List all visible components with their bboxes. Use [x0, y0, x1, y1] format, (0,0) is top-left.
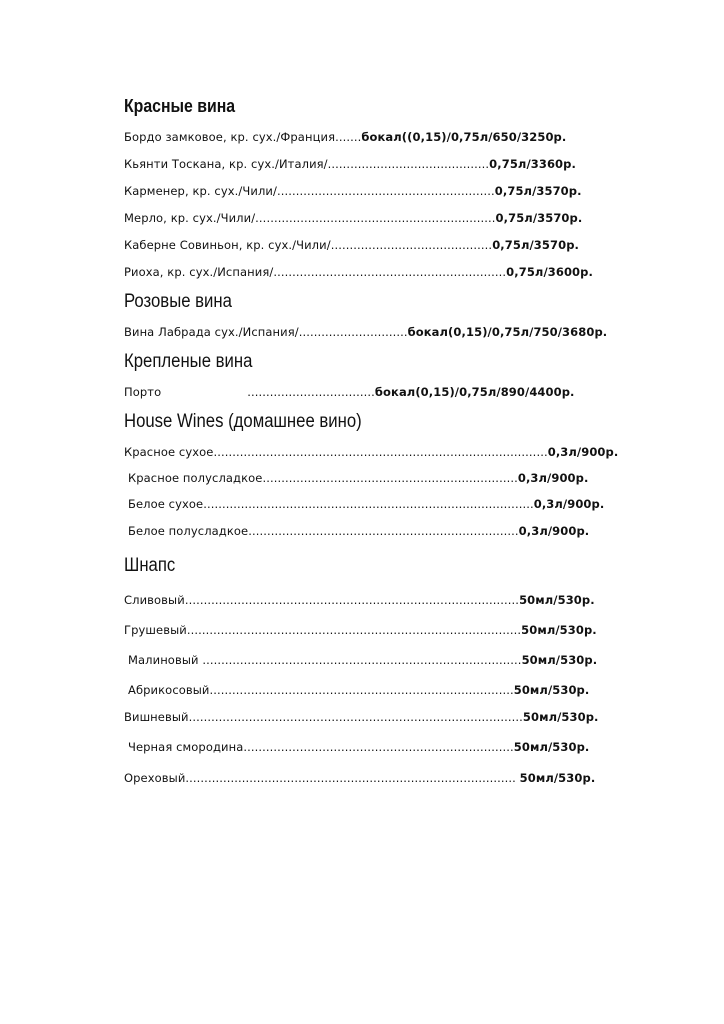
- item-label: Порто: [124, 385, 162, 399]
- menu-item: [124, 265, 593, 279]
- item-price: 0,75л/3360р.: [489, 157, 576, 171]
- item-dots: ...........................................: [330, 238, 493, 252]
- menu-item: [128, 524, 589, 538]
- item-dots: .................................................................................: [209, 683, 514, 697]
- menu-item: [124, 184, 582, 198]
- item-price: 50мл/530р.: [521, 653, 598, 667]
- item-dots: ...........................................: [327, 157, 490, 171]
- item-label: Красное полусладкое: [128, 471, 263, 485]
- section-title: Шнапс: [124, 555, 176, 576]
- item-price: бокал(0,15)/0,75л/890/4400р.: [374, 385, 575, 399]
- item-price: 0,75л/3570р.: [492, 238, 579, 252]
- item-dots: ........................................................................................: [185, 771, 520, 785]
- section-title: House Wines (домашнее вино): [124, 411, 362, 432]
- item-label: Белое полусладкое: [128, 524, 249, 538]
- menu-item: [128, 683, 589, 697]
- menu-item: [124, 385, 575, 399]
- item-dots: .........................................................................................: [188, 710, 523, 724]
- item-label: Красное сухое: [124, 445, 214, 459]
- menu-item: [124, 211, 582, 225]
- item-label: Абрикосовый: [128, 683, 210, 697]
- item-dots: ........................................................................................: [203, 497, 534, 511]
- item-price: 0,3л/900р.: [517, 471, 589, 485]
- item-price: 0,3л/900р.: [547, 445, 619, 459]
- item-price: 50мл/530р.: [513, 683, 590, 697]
- item-label: Карменер, кр. сух./Чили/: [124, 184, 277, 198]
- menu-item: [124, 238, 579, 252]
- item-price: 50мл/530р.: [522, 710, 599, 724]
- item-label: Бордо замковое, кр. сух./Франция: [124, 130, 336, 144]
- item-dots: ........................................................................: [243, 740, 514, 754]
- item-dots: ..............................................................: [273, 265, 507, 279]
- menu-item: [124, 130, 566, 144]
- item-label: Кьянти Тоскана, кр. сух./Италия/: [124, 157, 328, 171]
- item-price: 50мл/530р.: [519, 593, 595, 607]
- item-label: Черная смородина: [128, 740, 244, 754]
- menu-item: [124, 710, 599, 724]
- item-price: 0,3л/900р.: [533, 497, 605, 511]
- section-title: Крепленые вина: [124, 351, 253, 372]
- item-label: Риоха, кр. сух./Испания/: [124, 265, 274, 279]
- item-label: Белое сухое: [128, 497, 204, 511]
- item-price: 0,75л/3570р.: [494, 184, 582, 198]
- item-label: Сливовый: [124, 593, 185, 607]
- menu-item: [128, 471, 588, 485]
- item-dots: ..........................................................: [276, 184, 495, 198]
- item-dots: .....................................................................................: [198, 653, 522, 667]
- item-price: 0,75л/3600р.: [506, 265, 593, 279]
- section-title: Розовые вина: [124, 291, 232, 312]
- item-label: Ореховый: [124, 771, 186, 785]
- item-label: Каберне Совиньон, кр. сух./Чили/: [124, 238, 331, 252]
- item-label: Вина Лабрада сух./Испания/: [124, 325, 299, 339]
- menu-item: [124, 593, 595, 607]
- section-title: Красные вина: [124, 96, 236, 116]
- item-dots: .......: [335, 130, 362, 144]
- item-price: 0,75л/3570р.: [495, 211, 583, 225]
- item-label: Малиновый: [128, 653, 199, 667]
- menu-item: [124, 445, 618, 459]
- item-label: Мерло, кр. сух./Чили/: [124, 211, 256, 225]
- item-label: Вишневый: [124, 710, 189, 724]
- item-price: 50мл/530р.: [513, 740, 590, 754]
- item-dots: ....................................................................: [262, 471, 518, 485]
- item-label: Грушевый: [124, 623, 187, 637]
- item-price: бокал(0,15)/0,75л/750/3680р.: [407, 325, 608, 339]
- menu-item: [124, 325, 607, 339]
- menu-item: [124, 771, 595, 785]
- item-dots: .........................................................................................: [184, 593, 520, 607]
- item-dots: ........................................................................: [248, 524, 519, 538]
- item-price: бокал((0,15)/0,75л/650/3250р.: [361, 130, 567, 144]
- menu-item: [124, 623, 597, 637]
- menu-item: [128, 653, 597, 667]
- menu-item: [124, 157, 576, 171]
- item-price: 50мл/530р.: [519, 771, 596, 785]
- item-dots: .............................: [298, 325, 408, 339]
- item-dots: ..................................: [247, 385, 375, 399]
- item-dots: ................................................................: [255, 211, 496, 225]
- menu-item: [128, 497, 604, 511]
- menu-item: [128, 740, 589, 754]
- item-dots: .........................................................................................: [213, 445, 548, 459]
- item-price: 0,3л/900р.: [518, 524, 590, 538]
- item-price: 50мл/530р.: [521, 623, 597, 637]
- item-dots: .........................................................................................: [186, 623, 522, 637]
